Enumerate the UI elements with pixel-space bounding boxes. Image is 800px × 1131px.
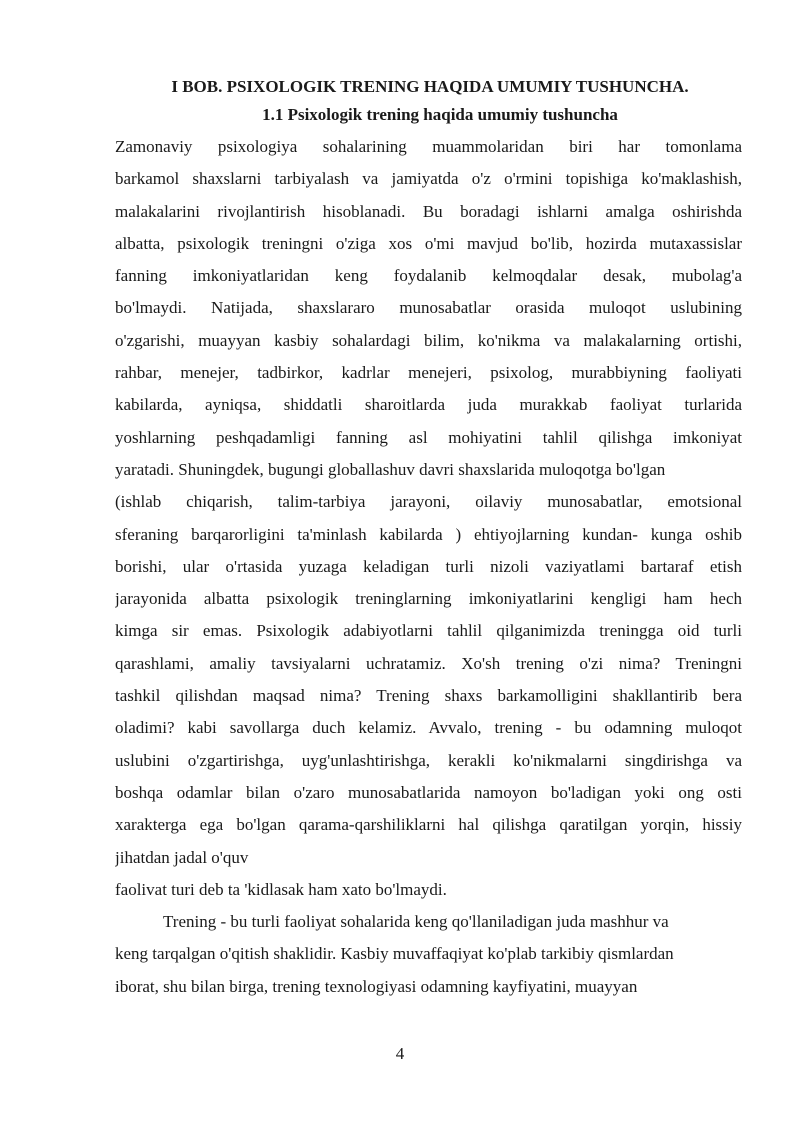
text-line: boshqa odamlar bilan o'zaro munosabatlarida namoyon bo'ladigan yoki ong osti xyxy=(115,782,742,802)
text-line: qarashlami, amaliy tavsiyalarni uchratamiz. Xo'sh trening o'zi nima? Treningni xyxy=(115,653,742,673)
text-line: malakalarini rivojlantirish hisoblanadi. Bu boradagi ishlarni amalga oshirishda xyxy=(115,201,742,221)
text-line: rahbar, menejer, tadbirkor, kadrlar menejeri, psixolog, murabbiyning faoliyati xyxy=(115,363,742,383)
section-title: 1.1 Psixologik trening haqida umumiy tushuncha xyxy=(262,105,618,124)
text-line: kimga sir emas. Psixologik adabiyotlarni tahlil qilganimizda treningga oid turli xyxy=(115,621,742,641)
text-line: oladimi? kabi savollarga duch kelamiz. Avvalo, trening - bu odamning muloqot xyxy=(115,718,742,738)
page-number: 4 xyxy=(395,1044,405,1063)
text-line: jihatdan jadal o'quv xyxy=(115,847,249,867)
text-line: albatta, psixologik treningni o'ziga xos o'mi mavjud bo'lib, hozirda mutaxassislar xyxy=(115,233,742,253)
paragraph-2 xyxy=(115,906,742,1003)
text-line: sferaning barqarorligini ta'minlash kabilarda ) ehtiyojlarning kundan- kunga oshib xyxy=(115,524,742,544)
text-line: Zamonaviy psixologiya sohalarining muammolaridan biri har tomonlama xyxy=(115,137,742,156)
text-line: Trening - bu turli faoliyat sohalarida keng qo'llaniladigan juda mashhur va xyxy=(163,912,669,931)
text-line: keng tarqalgan o'qitish shaklidir. Kasbiy muvaffaqiyat ko'plab tarkibiy qismlardan xyxy=(115,944,674,964)
text-line: jarayonida albatta psixologik treninglarning imkoniyatlarini kengligi ham hech xyxy=(115,589,742,609)
text-line: faolivat turi deb ta 'kidlasak ham xato bo'lmaydi. xyxy=(115,879,447,899)
text-line: xarakterga ega bo'lgan qarama-qarshiliklarni hal qilishga qaratilgan yorqin, hissiy xyxy=(115,815,742,835)
text-line: yaratadi. Shuningdek, bugungi globallashuv davri shaxslarida muloqotga bo'lgan xyxy=(115,459,666,479)
chapter-title: I BOB. PSIXOLOGIK TRENING HAQIDA UMUMIY TUSHUNCHA. xyxy=(171,77,689,96)
text-line: iborat, shu bilan birga, trening texnologiyasi odamning kayfiyatini, muayyan xyxy=(115,976,638,996)
text-line: kabilarda, ayniqsa, shiddatli sharoitlarda juda murakkab faoliyat turlarida xyxy=(115,395,742,415)
text-line: o'zgarishi, muayyan kasbiy sohalardagi bilim, ko'nikma va malakalarning ortishi, xyxy=(115,330,742,350)
text-line: bo'lmaydi. Natijada, shaxslararo munosabatlar orasida muloqot uslubining xyxy=(115,298,742,318)
text-line: borishi, ular o'rtasida yuzaga keladigan turli nizoli vaziyatlami bartaraf etish xyxy=(115,556,742,576)
text-line: fanning imkoniyatlaridan keng foydalanib kelmoqdalar desak, mubolag'a xyxy=(115,266,742,286)
paragraph-1 xyxy=(115,131,742,906)
text-line: barkamol shaxslarni tarbiyalash va jamiyatda o'z o'rmini topishiga ko'maklashish, xyxy=(115,169,742,189)
text-line: uslubini o'zgartirishga, uyg'unlashtirishga, kerakli ko'nikmalarni singdirishga va xyxy=(115,750,742,770)
text-line: yoshlarning peshqadamligi fanning asl mohiyatini tahlil qilishga imkoniyat xyxy=(115,427,742,447)
text-line: tashkil qilishdan maqsad nima? Trening shaxs barkamolligini shakllantirib bera xyxy=(115,686,742,706)
text-line: (ishlab chiqarish, talim-tarbiya jarayoni, oilaviy munosabatlar, emotsional xyxy=(115,492,742,512)
